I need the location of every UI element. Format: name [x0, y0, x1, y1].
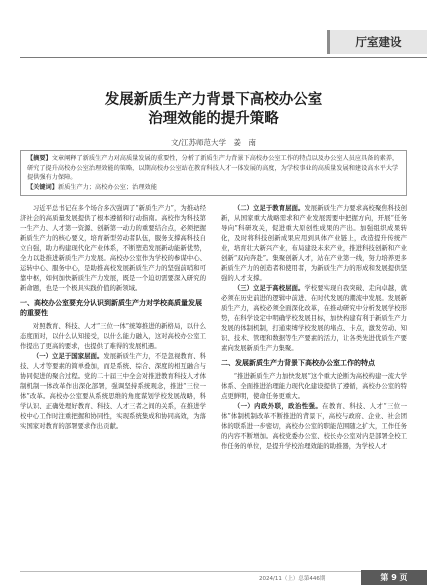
body-paragraph	[221, 401, 407, 451]
abstract-box	[20, 150, 407, 196]
abstract-text: 文章阐释了新质生产力对高质量发展的重要性，分析了新质生产力背景下高校办公室工作的特点以及办公室人员应具备的素养，研究了提升高校办公室治理效能的策略，以期高校办公室站在教育科技人才一体发展的高度，为学校事业的高质量发展和建设高水平大学提供强有力保障。	[27, 155, 399, 181]
paragraph-text: 在教育、科技、人才“三位一体”体制机制改革不断推进的背景下，高校与政府、企业、社会团体的联系进一步密切，高校办公室的职能范围随之扩大，工作任务的内容不断增加。高校党委办公室、校长办公室对内是部署全校工作任务的单位，是提升学校治理效能的助推器，为学校人才	[221, 402, 407, 450]
abstract-paragraph	[27, 154, 400, 183]
intro-paragraph: 习近平总书记在多个场合多次强调了“新质生产力”，为推动经济社会的高质量发展提供了根本遵循和行动指南。高校作为科技第一生产力、人才第一资源、创新第一动力的重要结合点，必须把握新质生产力的核心要义，培育新型劳动者队伍，服务支撑高科技自立自强，助力构建现代化产业体系，不断塑造发展新动能新优势，全力以赴推进新质生产力发展。高校办公室作为学校的参谋中心、运转中心、服务中心，是助推高校发展新质生产力的坚强前哨和可靠中枢，如何加快新质生产力发展，既是一个迫切需要深入研究的新命题，也是一个极具实践价值的新领域。	[20, 204, 206, 292]
keywords-text: 新质生产力；高校办公室；治理效能	[57, 183, 157, 191]
paragraph-text: 学校要实现自我突破、走向卓越，就必须在历史前进的逻辑中前进、在时代发展的潮流中发展。发展新质生产力，高校必须全面深化改革，在推动研究中分析发展学校形势，在科学设定中明确学校发展目标，加快构建有利于新质生产力发展的体制机制，打通束缚学校发展的堵点、卡点，激发劳动、知识、技术、管理和数据等生产要素的活力，让各类先进优质生产要素向发展新质生产力集聚。	[221, 284, 408, 352]
page-number: 第 9 页	[361, 570, 427, 585]
paragraph-text: 发展新质生产力，不是忽视教育、科技、人才等要素的简单叠加，而是系统、综合、深度的相互融合与协同促进的聚合过程。党的二十届三中全会对推进教育科技人才体制机制一体改革作出深化部署，强调坚持系统观念，推进“三位一体”改革。高校办公室要从系统思维的角度谋划学校发展战略，科学认识、正确处理好教育、科技、人才三者之间的关系，在推进学校中心工作时注重把握和协同性，实现系统集成和协同高效，为落实国家对教育的部署要求作出贡献。	[20, 352, 207, 430]
author-line: 文/江苏师范大学 姜 南	[170, 138, 257, 147]
body-paragraph: “推进新质生产力加快发展”这个重大论断为高校构建一流大学体系、全面推进治理能力现代化建设提供了遵循，高校办公室的特点更鲜明，使命任务更重大。	[221, 372, 407, 400]
subheading: （三）立足于高校层面。	[233, 284, 305, 292]
section-tag: 厅室建设	[327, 30, 427, 54]
section-heading-2: 二、发展新质生产力背景下高校办公室工作的特点	[221, 359, 375, 367]
subheading: （一）内政外联，政治性强。	[233, 402, 323, 410]
keywords-paragraph	[27, 183, 400, 193]
article-title-line-1: 发展新质生产力背景下高校办公室	[104, 92, 323, 108]
abstract-label: 【摘要】	[27, 155, 52, 162]
body-paragraph	[20, 351, 206, 431]
subheading: （一）立足于国家层面。	[32, 352, 104, 360]
body-paragraph	[221, 203, 407, 283]
body-paragraph	[221, 283, 407, 353]
issue-info: 2024/11（上）总第446期	[259, 576, 326, 582]
left-column	[20, 203, 206, 431]
right-column	[221, 203, 407, 451]
header-rule	[20, 57, 427, 58]
body-paragraph: 对照教育、科技、人才“三位一体”统筹推进的新格局，以什么态度面对，以什么认知接受，以什么能力融入，这对高校办公室工作提出了更高的要求，也提供了难得的发展机遇。	[20, 322, 206, 350]
section-heading-1: 一、高校办公室要充分认识到新质生产力对学校高质量发展的重要性	[20, 299, 202, 317]
subheading: （二）立足于教育层面。	[233, 204, 305, 212]
article-title-line-2: 治理效能的提升策略	[148, 111, 279, 127]
paragraph-text: 发展新质生产力要求高校聚焦科技创新，从国家重大战略需求和产业发展需要中把握方向，开展“任务导向”科研攻关，促进重大原创性成果的产出。加强组织成果转化，及时将科技创新成果应用到具体产业链上，改造提升传统产业，培育壮大新兴产业，布局建设未来产业，推进科技创新和产业创新“双向奔赴”。集聚创新人才，站在产业第一线，努力培养更多新质生产力的创造者和使用者，为新质生产力的形成和发展提供坚强的人才支撑。	[221, 204, 408, 282]
keywords-label: 【关键词】	[27, 183, 58, 191]
